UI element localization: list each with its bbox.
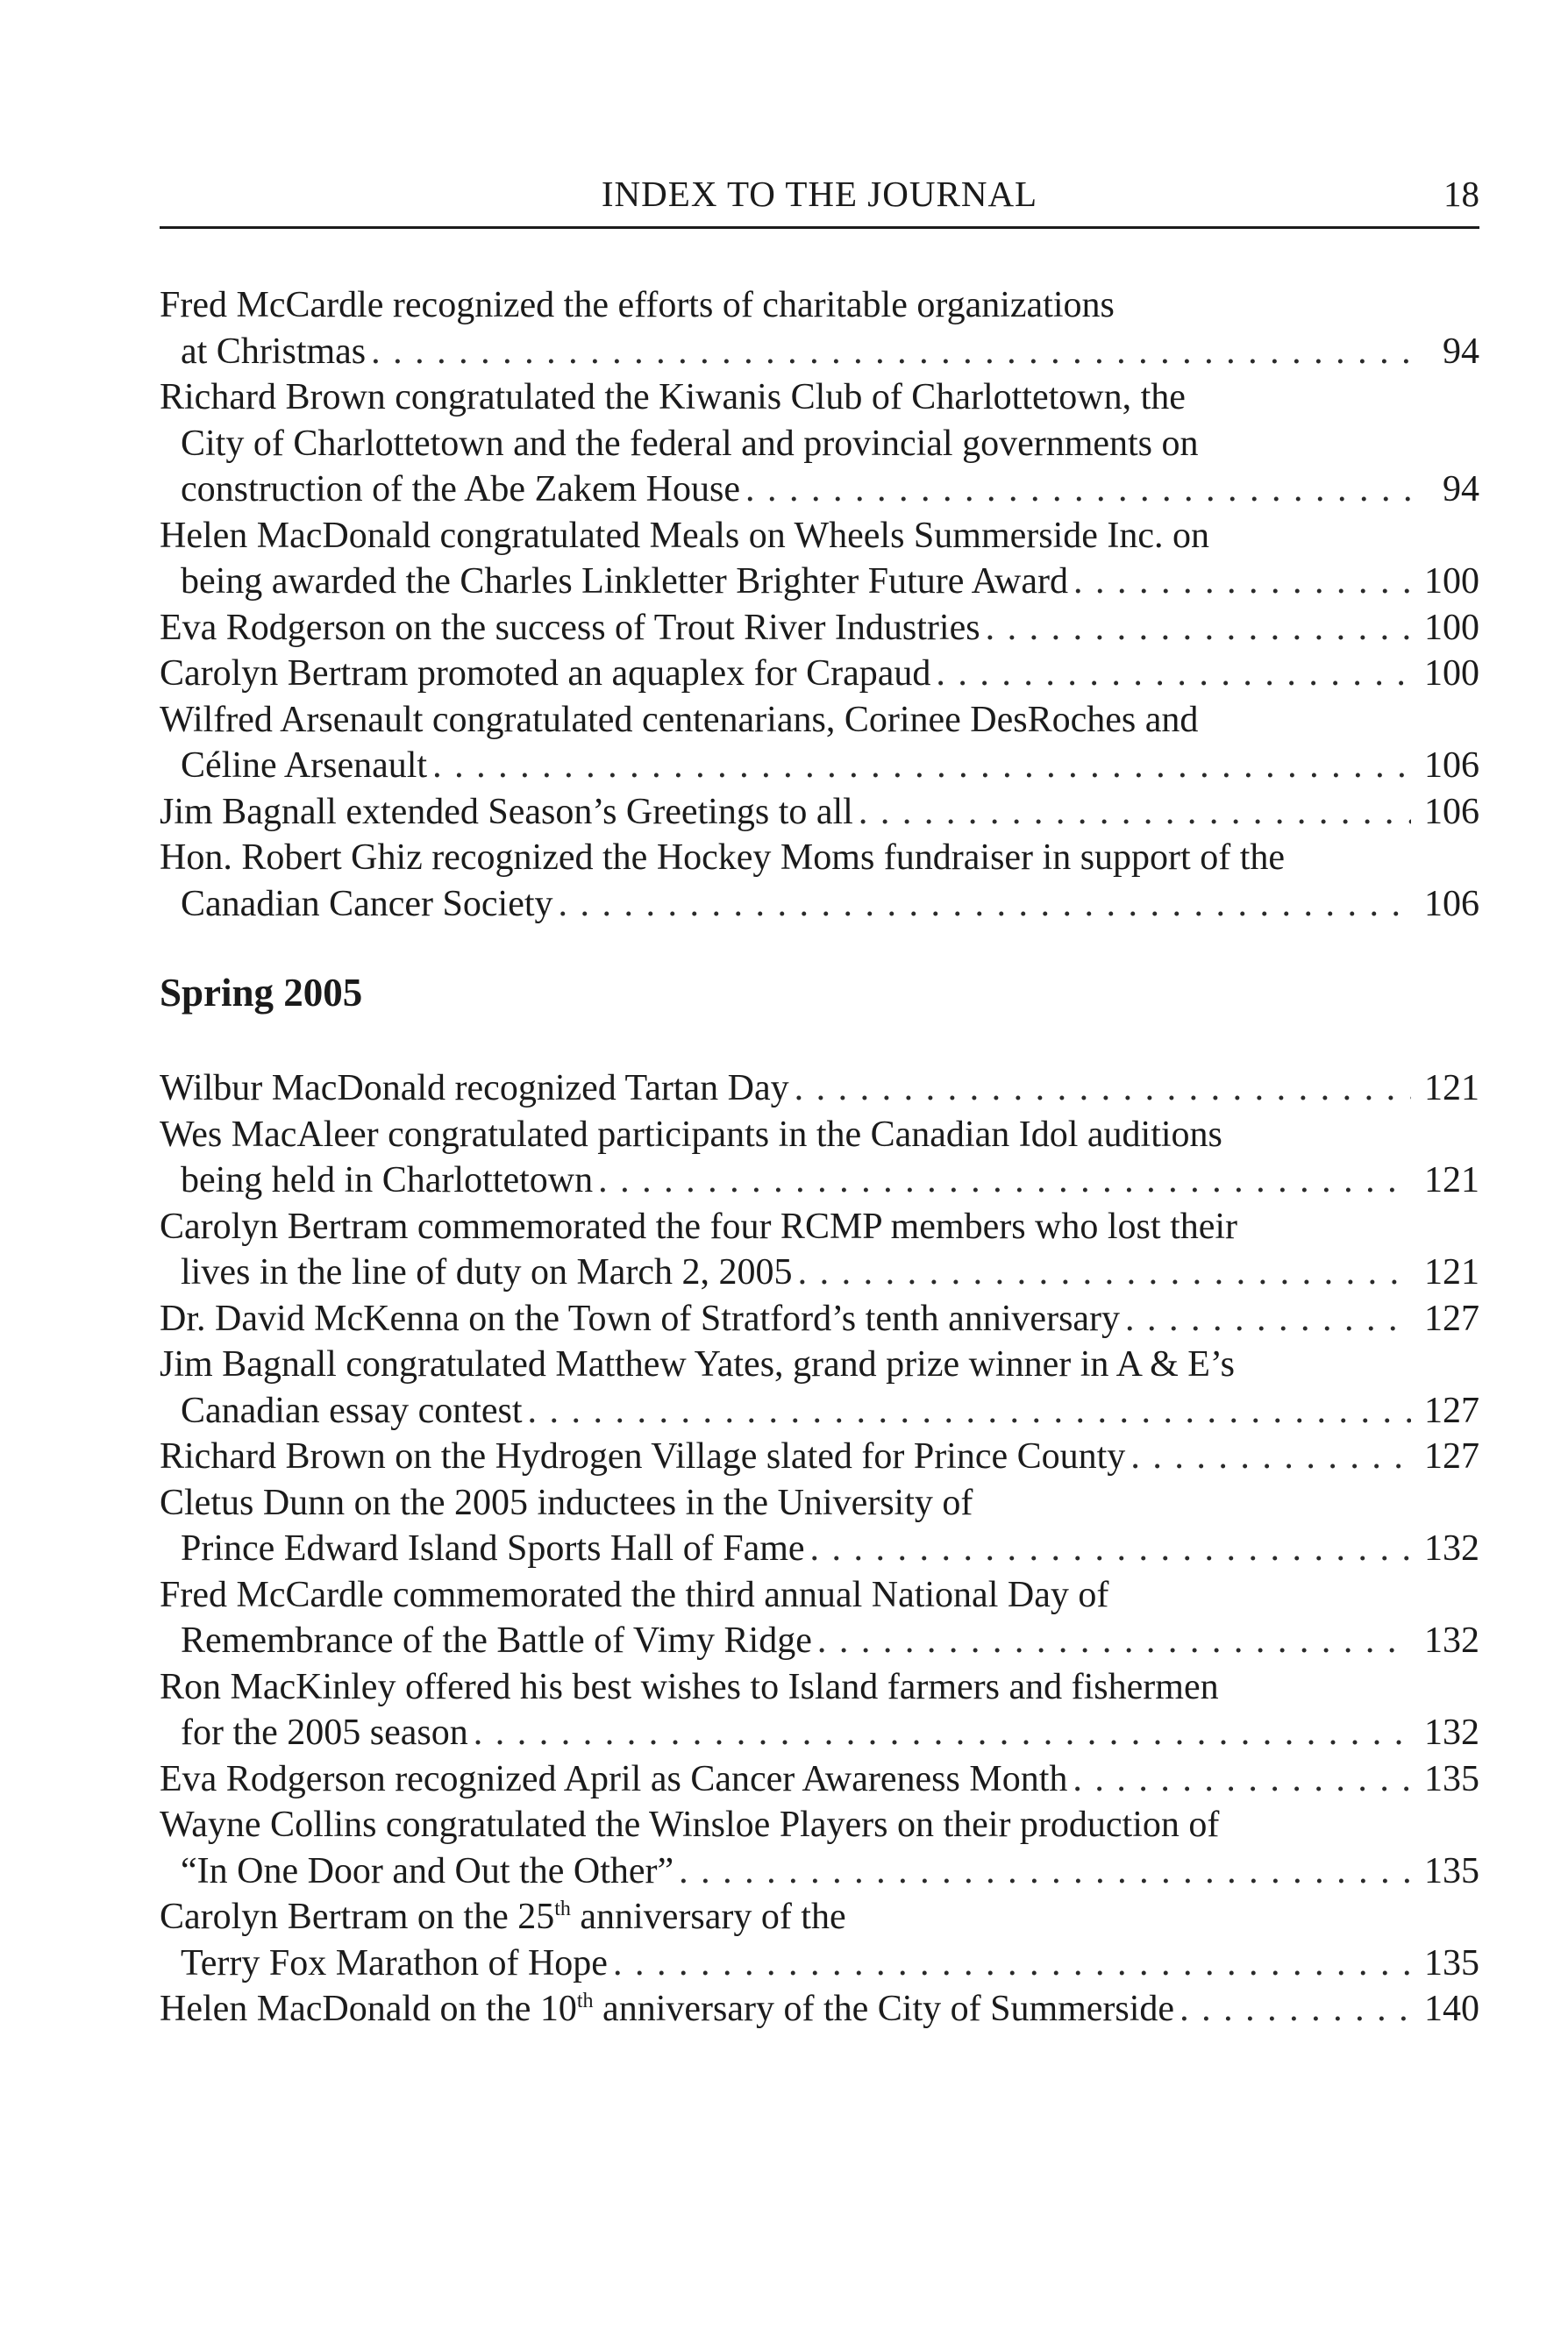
dot-leader bbox=[936, 651, 1411, 697]
entry-text: Prince Edward Island Sports Hall of Fame bbox=[181, 1528, 805, 1569]
index-entry bbox=[160, 513, 1479, 605]
entry-page-number: 106 bbox=[1424, 883, 1479, 924]
entry-text: construction of the Abe Zakem House bbox=[181, 469, 740, 509]
running-header bbox=[160, 172, 1479, 229]
entry-text: Jim Bagnall extended Season’s Greetings to all bbox=[160, 791, 853, 832]
index-entry bbox=[160, 697, 1479, 789]
dot-leader bbox=[1125, 1296, 1411, 1342]
entry-line: Wayne Collins congratulated the Winsloe Players on their production of bbox=[160, 1805, 1220, 1845]
dot-leader bbox=[986, 605, 1411, 652]
index-entry bbox=[160, 1434, 1479, 1480]
entry-last-line bbox=[160, 1296, 1479, 1342]
index-entry bbox=[160, 1894, 1479, 1986]
entry-page-number: 100 bbox=[1424, 607, 1479, 648]
dot-leader bbox=[679, 1848, 1411, 1895]
entry-page-number: 106 bbox=[1424, 791, 1479, 832]
entry-last-line bbox=[160, 1848, 1479, 1895]
entry-last-line bbox=[160, 1710, 1479, 1756]
index-entry bbox=[160, 1204, 1479, 1296]
entry-line: Wilfred Arsenault congratulated centenarians, Corinee DesRoches and bbox=[160, 699, 1199, 740]
index-entry bbox=[160, 1342, 1479, 1434]
entry-line: Hon. Robert Ghiz recognized the Hockey Moms fundraiser in support of the bbox=[160, 837, 1286, 878]
index-entry bbox=[160, 374, 1479, 513]
index-entry bbox=[160, 1065, 1479, 1112]
entry-last-line bbox=[160, 1157, 1479, 1204]
index-entry bbox=[160, 789, 1479, 836]
entry-text: Richard Brown on the Hydrogen Village slated for Prince County bbox=[160, 1436, 1126, 1477]
entry-page-number: 94 bbox=[1443, 469, 1479, 509]
entry-text: being held in Charlottetown bbox=[181, 1160, 594, 1200]
entry-last-line bbox=[160, 1756, 1479, 1803]
entry-text: Remembrance of the Battle of Vimy Ridge bbox=[181, 1620, 812, 1661]
entry-text-part: Carolyn Bertram on the 25 bbox=[160, 1897, 555, 1937]
entry-line: Carolyn Bertram commemorated the four RCMP members who lost their bbox=[160, 1206, 1238, 1247]
entry-text: for the 2005 season bbox=[181, 1713, 468, 1753]
entry-last-line bbox=[160, 1065, 1479, 1112]
ordinal-suffix: th bbox=[576, 1990, 594, 2012]
dot-leader bbox=[1130, 1434, 1411, 1480]
entry-page-number: 127 bbox=[1424, 1390, 1479, 1431]
entry-text: Canadian Cancer Society bbox=[181, 883, 553, 924]
entry-line: Richard Brown congratulated the Kiwanis Club of Charlottetown, the bbox=[160, 377, 1186, 417]
entry-text: Wilbur MacDonald recognized Tartan Day bbox=[160, 1068, 789, 1108]
index-entry bbox=[160, 1664, 1479, 1756]
dot-leader bbox=[817, 1618, 1411, 1664]
dot-leader bbox=[859, 789, 1411, 836]
entry-page-number: 94 bbox=[1443, 331, 1479, 372]
index-list-fall bbox=[160, 282, 1479, 927]
ordinal-suffix: th bbox=[554, 1898, 571, 1920]
entry-line: City of Charlottetown and the federal and provincial governments on bbox=[181, 423, 1199, 464]
entry-text: at Christmas bbox=[181, 331, 367, 372]
entry-page-number: 132 bbox=[1424, 1620, 1479, 1661]
index-entry bbox=[160, 1112, 1479, 1204]
entry-text: Eva Rodgerson recognized April as Cancer Awareness Month bbox=[160, 1758, 1068, 1799]
entry-text: being awarded the Charles Linkletter Brighter Future Award bbox=[181, 561, 1068, 602]
index-entry bbox=[160, 835, 1479, 927]
entry-last-line bbox=[160, 466, 1479, 513]
entry-line: Jim Bagnall congratulated Matthew Yates, grand prize winner in A & E’s bbox=[160, 1344, 1235, 1385]
entry-page-number: 135 bbox=[1424, 1850, 1479, 1891]
entry-last-line bbox=[160, 651, 1479, 697]
entry-text-part: anniversary of the bbox=[570, 1897, 846, 1937]
entry-last-line bbox=[160, 605, 1479, 652]
dot-leader bbox=[810, 1526, 1411, 1572]
dot-leader bbox=[528, 1388, 1411, 1435]
entry-line: Fred McCardle recognized the efforts of charitable organizations bbox=[160, 285, 1115, 325]
dot-leader bbox=[1073, 559, 1411, 605]
entry-text: Dr. David McKenna on the Town of Stratford’s tenth anniversary bbox=[160, 1298, 1121, 1339]
entry-page-number: 140 bbox=[1424, 1989, 1479, 2029]
dot-leader bbox=[432, 743, 1411, 789]
entry-last-line bbox=[160, 1986, 1479, 2033]
entry-last-line bbox=[160, 789, 1479, 836]
index-entry bbox=[160, 605, 1479, 652]
entry-page-number: 121 bbox=[1424, 1252, 1479, 1293]
dot-leader bbox=[795, 1065, 1411, 1112]
dot-leader bbox=[613, 1941, 1411, 1987]
entry-text-part: anniversary of the City of Summerside bbox=[593, 1989, 1175, 2029]
entry-text: Canadian essay contest bbox=[181, 1390, 523, 1431]
dot-leader bbox=[371, 329, 1411, 375]
entry-page-number: 100 bbox=[1424, 653, 1479, 694]
entry-page-number: 121 bbox=[1424, 1160, 1479, 1200]
entry-text bbox=[160, 1986, 1180, 2033]
entry-text: Terry Fox Marathon of Hope bbox=[181, 1942, 608, 1983]
entry-last-line bbox=[160, 1250, 1479, 1296]
entry-page-number: 121 bbox=[1424, 1068, 1479, 1108]
entry-line: Wes MacAleer congratulated participants in the Canadian Idol auditions bbox=[160, 1114, 1222, 1155]
entry-last-line bbox=[160, 1941, 1479, 1987]
section-heading: Spring 2005 bbox=[160, 971, 363, 1015]
entry-page-number: 106 bbox=[1424, 745, 1479, 786]
entry-line: Ron MacKinley offered his best wishes to Island farmers and fishermen bbox=[160, 1666, 1219, 1707]
entry-text: “In One Door and Out the Other” bbox=[181, 1850, 674, 1891]
entry-text: Eva Rodgerson on the success of Trout River Industries bbox=[160, 607, 980, 648]
index-entry bbox=[160, 1756, 1479, 1803]
index-entry bbox=[160, 282, 1479, 374]
index-entry bbox=[160, 1572, 1479, 1664]
entry-line: Fred McCardle commemorated the third annual National Day of bbox=[160, 1574, 1109, 1615]
entry-page-number: 135 bbox=[1424, 1758, 1479, 1799]
entry-text: Carolyn Bertram promoted an aquaplex for Crapaud bbox=[160, 653, 931, 694]
entry-page-number: 132 bbox=[1424, 1713, 1479, 1753]
page-number: 18 bbox=[1443, 174, 1479, 214]
entry-line: Helen MacDonald congratulated Meals on Wheels Summerside Inc. on bbox=[160, 515, 1210, 556]
dot-leader bbox=[798, 1250, 1411, 1296]
index-entry bbox=[160, 1986, 1479, 2033]
index-entry bbox=[160, 1296, 1479, 1342]
index-entry bbox=[160, 1802, 1479, 1894]
entry-text: Céline Arsenault bbox=[181, 745, 428, 786]
dot-leader bbox=[1180, 1986, 1411, 2033]
dot-leader bbox=[559, 881, 1411, 928]
dot-leader bbox=[598, 1157, 1411, 1204]
entry-last-line bbox=[160, 1388, 1479, 1435]
entry-page-number: 127 bbox=[1424, 1436, 1479, 1477]
entry-page-number: 135 bbox=[1424, 1942, 1479, 1983]
entry-last-line bbox=[160, 329, 1479, 375]
dot-leader bbox=[474, 1710, 1411, 1756]
entry-last-line bbox=[160, 881, 1479, 928]
entry-last-line bbox=[160, 1618, 1479, 1664]
entry-page-number: 100 bbox=[1424, 561, 1479, 602]
entry-last-line bbox=[160, 1434, 1479, 1480]
entry-last-line bbox=[160, 559, 1479, 605]
entry-line bbox=[160, 1894, 1479, 1941]
entry-text: lives in the line of duty on March 2, 2005 bbox=[181, 1252, 793, 1293]
entry-text-part: Helen MacDonald on the 10 bbox=[160, 1989, 577, 2029]
entry-last-line bbox=[160, 743, 1479, 789]
dot-leader bbox=[1073, 1756, 1411, 1803]
index-list-spring bbox=[160, 1065, 1479, 2033]
entry-last-line bbox=[160, 1526, 1479, 1572]
index-entry bbox=[160, 1480, 1479, 1572]
entry-page-number: 127 bbox=[1424, 1298, 1479, 1339]
index-entry bbox=[160, 651, 1479, 697]
header-title: INDEX TO THE JOURNAL bbox=[601, 174, 1038, 214]
dot-leader bbox=[745, 466, 1411, 513]
entry-line: Cletus Dunn on the 2005 inductees in the University of bbox=[160, 1482, 973, 1523]
entry-page-number: 132 bbox=[1424, 1528, 1479, 1569]
